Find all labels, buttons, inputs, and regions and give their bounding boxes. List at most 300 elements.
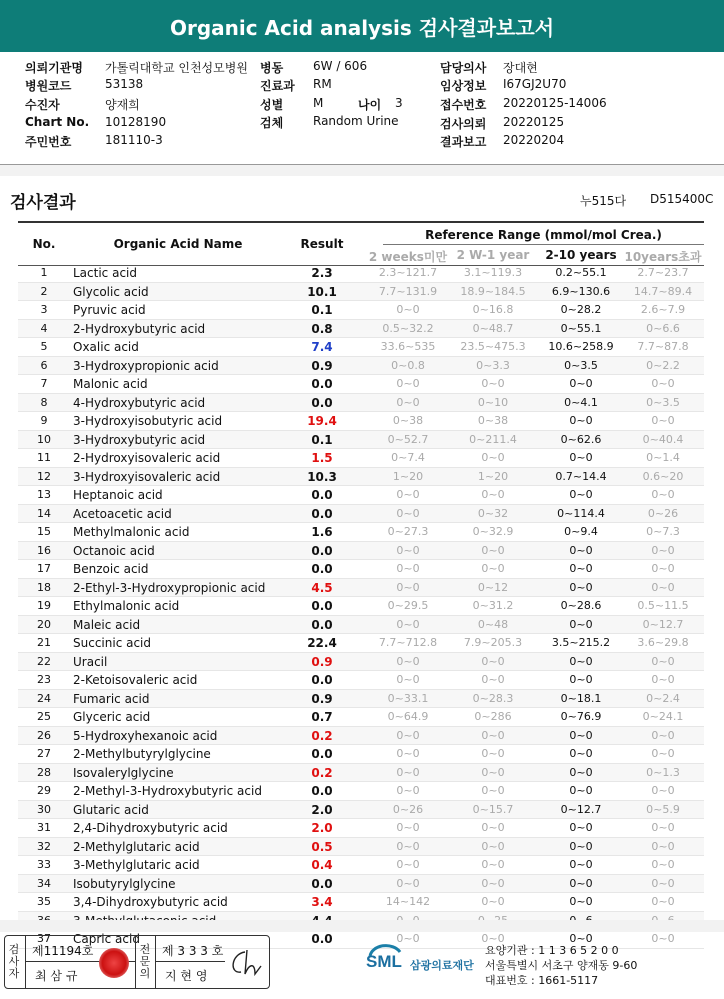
range-under-2-weeks: 2.3~121.7 (378, 266, 438, 279)
table-row (18, 801, 704, 820)
range-over-10-years: 0~1.4 (646, 451, 680, 464)
range-2-10-years: 0~3.5 (564, 358, 598, 372)
range-over-10-years: 0~0 (651, 895, 675, 908)
acid-name: Glutaric acid (73, 802, 149, 817)
range-2w-1-year: 0~48.7 (472, 321, 514, 335)
range-2-10-years: 0~0 (569, 765, 593, 779)
range-2-10-years: 0~0 (569, 617, 593, 631)
table-header (18, 221, 704, 266)
table-row (18, 375, 704, 394)
resident-value: 181110-3 (105, 133, 163, 147)
range-2w-1-year: 0~0 (481, 784, 505, 797)
header-result: Result (300, 237, 344, 251)
range-2-10-years: 0~4.1 (564, 395, 598, 409)
range-under-2-weeks: 0~0 (396, 876, 420, 890)
range-2-10-years: 0~62.6 (560, 432, 602, 446)
range-2-10-years: 0~28.2 (560, 303, 602, 316)
range-2w-1-year: 0~10 (477, 395, 509, 409)
range-over-10-years: 0~0 (651, 839, 675, 853)
range-2-10-years: 0~28.6 (560, 599, 602, 612)
row-number: 2 (40, 284, 48, 298)
range-under-2-weeks: 0~0 (396, 765, 420, 779)
range-2w-1-year: 3.1~119.3 (463, 266, 523, 279)
table-row (18, 301, 704, 320)
range-2-10-years: 0~0 (569, 488, 593, 501)
result-value: 10.1 (307, 284, 337, 299)
range-2w-1-year: 0~0 (481, 451, 505, 464)
result-value: 0.0 (311, 506, 333, 521)
range-2-10-years: 0~0 (569, 876, 593, 890)
range-2-10-years: 0~0 (569, 580, 593, 594)
range-2w-1-year: 0~0 (481, 728, 505, 742)
row-number: 24 (37, 691, 51, 705)
acid-name: 2-Hydroxyisovaleric acid (73, 451, 221, 465)
range-2-10-years: 0~114.4 (557, 506, 605, 520)
handwritten-signature-icon (225, 946, 265, 980)
range-header-1: 2 weeks미만 (368, 250, 448, 264)
range-under-2-weeks: 0~0 (396, 562, 420, 575)
row-number: 7 (40, 377, 48, 390)
range-2w-1-year: 0~28.3 (472, 691, 514, 705)
sex-value: M (313, 96, 324, 110)
table-row (18, 727, 704, 746)
table-row (18, 764, 704, 783)
range-2-10-years: 0~9.4 (564, 525, 598, 538)
result-value: 0.5 (311, 839, 333, 854)
row-number: 32 (37, 839, 51, 853)
range-over-10-years: 14.7~89.4 (633, 284, 693, 298)
range-2w-1-year: 0~12 (477, 580, 509, 594)
table-row (18, 616, 704, 635)
row-number: 8 (40, 395, 48, 409)
range-under-2-weeks: 7.7~712.8 (378, 636, 438, 649)
range-over-10-years: 0~0 (651, 673, 675, 686)
range-over-10-years: 0~1.3 (646, 765, 680, 779)
acid-name: Capric acid (73, 932, 140, 946)
range-2-10-years: 0~0 (569, 673, 593, 686)
range-2-10-years: 0~0 (569, 821, 593, 834)
range-under-2-weeks: 0~27.3 (387, 525, 429, 538)
table-row (18, 708, 704, 727)
range-2w-1-year: 0~0 (481, 377, 505, 390)
range-under-2-weeks: 0~38 (392, 414, 424, 427)
range-over-10-years: 0~26 (647, 506, 679, 520)
row-number: 4 (40, 321, 48, 335)
header-no: No. (32, 237, 56, 251)
report-date-value: 20220204 (503, 133, 565, 147)
range-over-10-years: 0~0 (651, 932, 675, 945)
range-2w-1-year: 0~286 (474, 710, 512, 723)
result-value: 0.7 (311, 710, 333, 724)
acid-name: Methylmalonic acid (73, 525, 190, 539)
specimen-label: 검체 (260, 116, 284, 130)
range-2-10-years: 0~0 (569, 747, 593, 760)
range-under-2-weeks: 0~0 (396, 839, 420, 853)
range-2-10-years: 0.2~55.1 (555, 266, 607, 279)
range-2w-1-year: 0~0 (481, 858, 505, 871)
divider (135, 936, 136, 988)
result-value: 0.2 (311, 765, 333, 780)
row-number: 14 (37, 506, 51, 520)
acid-name: Isovalerylglycine (73, 765, 174, 780)
section-title: 검사결과 (10, 193, 76, 213)
result-value: 2.0 (311, 802, 333, 817)
collector-value: 양재희 (105, 98, 140, 112)
table-row (18, 782, 704, 801)
range-2-10-years: 3.5~215.2 (551, 636, 611, 649)
range-over-10-years: 0~0 (651, 377, 675, 390)
acid-name: 2,4-Dihydroxybutyric acid (73, 821, 228, 835)
range-under-2-weeks: 0~0 (396, 488, 420, 501)
range-2-10-years: 0~0 (569, 784, 593, 797)
result-value: 0.9 (311, 691, 333, 706)
range-over-10-years: 0~5.9 (646, 802, 680, 816)
range-2w-1-year: 0~0 (481, 654, 505, 668)
acid-name: Malonic acid (73, 377, 148, 391)
acid-name: 3-Hydroxybutyric acid (73, 432, 206, 447)
table-row (18, 468, 704, 487)
range-under-2-weeks: 0~7.4 (391, 451, 425, 464)
range-2-10-years: 0.7~14.4 (555, 469, 607, 483)
acid-name: Lactic acid (73, 266, 137, 280)
range-2w-1-year: 0~0 (481, 932, 505, 945)
range-2-10-years: 0~0 (569, 654, 593, 668)
range-under-2-weeks: 0~0 (396, 821, 420, 834)
range-under-2-weeks: 33.6~535 (380, 340, 436, 353)
divider (155, 961, 225, 962)
result-value: 0.0 (311, 395, 333, 410)
report-title: Organic Acid analysis 검사결과보고서 (169, 15, 555, 40)
range-under-2-weeks: 0~0 (396, 728, 420, 742)
report-title-banner (0, 0, 724, 52)
specialist-label-3: 의 (139, 967, 151, 980)
examiner-label-1: 검 (8, 943, 20, 956)
range-2-10-years: 0~0 (569, 895, 593, 908)
range-under-2-weeks: 0~0 (396, 784, 420, 797)
result-value: 0.0 (311, 377, 333, 391)
acid-name: Uracil (73, 654, 108, 669)
range-under-2-weeks: 0~64.9 (387, 710, 429, 723)
range-2w-1-year: 0~31.2 (472, 599, 514, 612)
receipt-value: 20220125-14006 (503, 96, 607, 110)
sml-logo-text: SML (366, 952, 402, 971)
acid-name: 5-Hydroxyhexanoic acid (73, 728, 218, 743)
range-2-10-years: 0~0 (569, 414, 593, 427)
result-value: 10.3 (307, 469, 337, 484)
row-number: 10 (37, 432, 51, 446)
acid-name: 3-Hydroxyisovaleric acid (73, 469, 221, 484)
row-number: 34 (37, 876, 51, 890)
dept-label: 진료과 (260, 79, 295, 93)
table-row (18, 838, 704, 857)
result-value: 19.4 (307, 414, 337, 428)
table-row (18, 523, 704, 542)
table-row (18, 283, 704, 302)
range-over-10-years: 0~0 (651, 580, 675, 594)
table-row (18, 690, 704, 709)
acid-name: 2-Methylbutyrylglycine (73, 747, 211, 761)
row-number: 12 (37, 469, 51, 483)
acid-name: Ethylmalonic acid (73, 599, 180, 613)
result-value: 0.0 (311, 747, 333, 761)
range-over-10-years: 2.7~23.7 (637, 266, 689, 279)
row-number: 3 (40, 303, 48, 316)
acid-name: 2-Methylglutaric acid (73, 839, 200, 854)
range-2w-1-year: 0~0 (481, 562, 505, 575)
ward-value: 6W / 606 (313, 59, 368, 73)
range-under-2-weeks: 0~52.7 (387, 432, 429, 446)
specialist-label-1: 전 (139, 943, 151, 956)
result-value: 22.4 (307, 636, 337, 650)
results-table (18, 264, 704, 949)
acid-name: Glyceric acid (73, 710, 151, 724)
range-over-10-years: 0~0 (651, 876, 675, 890)
table-row (18, 597, 704, 616)
request-value: 20220125 (503, 115, 565, 129)
range-2-10-years: 0~0 (569, 858, 593, 871)
clinical-value: I67GJ2U70 (503, 77, 567, 91)
age-label: 나이 (358, 98, 382, 112)
table-row (18, 412, 704, 431)
result-value: 0.1 (311, 432, 333, 447)
range-under-2-weeks: 14~142 (385, 895, 431, 908)
examiner-label-2: 사 (8, 955, 20, 968)
range-2-10-years: 0~55.1 (560, 321, 602, 335)
acid-name: Acetoacetic acid (73, 506, 172, 521)
range-under-2-weeks: 0~33.1 (387, 691, 429, 705)
sex-label: 성별 (260, 98, 284, 112)
range-2w-1-year: 0~0 (481, 488, 505, 501)
acid-name: 2-Hydroxybutyric acid (73, 321, 206, 336)
institution-number: 요양기관 : 1 1 3 6 5 2 0 0 (485, 944, 619, 957)
range-2-10-years: 0~0 (569, 728, 593, 742)
foundation-name: 삼광의료재단 (410, 959, 474, 972)
result-value: 0.0 (311, 784, 333, 798)
row-number: 37 (37, 932, 51, 945)
result-value: 0.2 (311, 728, 333, 743)
range-2w-1-year: 0~211.4 (469, 432, 517, 446)
range-over-10-years: 0~6.6 (646, 321, 680, 335)
signature-box (4, 935, 270, 989)
result-value: 2.0 (311, 821, 333, 835)
range-over-10-years: 0~7.3 (646, 525, 680, 538)
range-2w-1-year: 0~0 (481, 543, 505, 557)
range-over-10-years: 0~2.2 (646, 358, 680, 372)
acid-name: 3-Methylglutaric acid (73, 858, 200, 872)
row-number: 31 (37, 821, 51, 834)
range-under-2-weeks: 0~0 (396, 395, 420, 409)
specialist-id: 제 3 3 3 호 (162, 944, 224, 958)
result-value: 2.3 (311, 266, 333, 280)
range-under-2-weeks: 1~20 (392, 469, 424, 483)
range-under-2-weeks: 0~0 (396, 932, 420, 945)
acid-name: 2-Methyl-3-Hydroxybutyric acid (73, 784, 262, 798)
doctor-label: 담당의사 (440, 61, 487, 75)
result-value: 4.5 (311, 580, 333, 595)
result-value: 3.4 (311, 895, 333, 909)
range-2w-1-year: 0~32 (477, 506, 509, 520)
result-value: 0.9 (311, 358, 333, 373)
range-over-10-years: 0~0 (651, 728, 675, 742)
range-2w-1-year: 0~16.8 (472, 303, 514, 316)
acid-name: 3-Hydroxypropionic acid (73, 358, 219, 373)
row-number: 28 (37, 765, 51, 779)
acid-name: Glycolic acid (73, 284, 149, 299)
range-2w-1-year: 23.5~475.3 (460, 340, 526, 353)
table-row (18, 357, 704, 376)
acid-name: 3,4-Dihydroxybutyric acid (73, 895, 228, 909)
range-2-10-years: 0~0 (569, 377, 593, 390)
row-number: 20 (37, 617, 51, 631)
hospital-label: 의뢰기관명 (25, 61, 83, 75)
acid-name: Pyruvic acid (73, 303, 146, 317)
reference-divider (383, 244, 704, 245)
specialist-label-2: 문 (139, 955, 151, 968)
result-value: 0.8 (311, 321, 333, 336)
acid-name: Succinic acid (73, 636, 152, 650)
resident-label: 주민번호 (25, 135, 72, 149)
range-over-10-years: 0~0 (651, 543, 675, 557)
range-2w-1-year: 0~0 (481, 876, 505, 890)
row-number: 23 (37, 673, 51, 686)
address: 서울특별시 서초구 양재동 9-60 (485, 959, 638, 972)
examiner-id: 제11194호 (32, 944, 94, 958)
range-over-10-years: 0~2.4 (646, 691, 680, 705)
range-2w-1-year: 0~0 (481, 673, 505, 686)
range-2w-1-year: 0~0 (481, 839, 505, 853)
table-row (18, 338, 704, 357)
result-value: 0.9 (311, 654, 333, 669)
table-row (18, 671, 704, 690)
specimen-value: Random Urine (313, 114, 399, 128)
section-test-code: D515400C (650, 192, 714, 206)
row-number: 35 (37, 895, 51, 908)
range-over-10-years: 0~0 (651, 414, 675, 427)
range-under-2-weeks: 0~0 (396, 580, 420, 594)
range-over-10-years: 0~0 (651, 488, 675, 501)
range-2w-1-year: 0~32.9 (472, 525, 514, 538)
range-under-2-weeks: 0~0 (396, 506, 420, 520)
acid-name: Isobutyrylglycine (73, 876, 176, 891)
range-over-10-years: 0~0 (651, 821, 675, 834)
range-under-2-weeks: 0~0 (396, 617, 420, 631)
row-number: 17 (37, 562, 51, 575)
row-number: 5 (40, 340, 48, 353)
range-2w-1-year: 0~0 (481, 895, 505, 908)
table-row (18, 320, 704, 339)
hospital-value: 가톨릭대학교 인천성모병원 (105, 61, 248, 75)
range-2w-1-year: 18.9~184.5 (460, 284, 526, 298)
row-number: 30 (37, 802, 51, 816)
range-under-2-weeks: 0~0 (396, 858, 420, 871)
range-2-10-years: 10.6~258.9 (548, 340, 614, 353)
result-value: 0.0 (311, 562, 333, 576)
row-number: 1 (40, 266, 48, 279)
result-value: 0.0 (311, 876, 333, 891)
row-number: 27 (37, 747, 51, 760)
table-row (18, 394, 704, 413)
range-over-10-years: 0~0 (651, 562, 675, 575)
row-number: 15 (37, 525, 51, 538)
range-over-10-years: 3.6~29.8 (637, 636, 689, 649)
range-over-10-years: 2.6~7.9 (640, 303, 686, 316)
result-value: 0.0 (311, 932, 333, 946)
range-2w-1-year: 0~15.7 (472, 802, 514, 816)
table-row (18, 893, 704, 912)
table-row (18, 264, 704, 283)
table-row (18, 542, 704, 561)
range-2-10-years: 0~12.7 (560, 802, 602, 816)
row-number: 18 (37, 580, 51, 594)
row-number: 19 (37, 599, 51, 612)
table-row (18, 560, 704, 579)
range-under-2-weeks: 0~0.8 (391, 358, 425, 372)
acid-name: Fumaric acid (73, 691, 150, 706)
result-value: 0.0 (311, 543, 333, 558)
examiner-label-3: 자 (8, 967, 20, 980)
row-number: 16 (37, 543, 51, 557)
range-under-2-weeks: 0~0 (396, 673, 420, 686)
collector-label: 수진자 (25, 98, 60, 112)
range-2w-1-year: 7.9~205.3 (463, 636, 523, 649)
code-label: 병원코드 (25, 79, 72, 93)
row-number: 13 (37, 488, 51, 501)
result-value: 0.0 (311, 599, 333, 613)
row-number: 21 (37, 636, 51, 649)
age-value: 3 (395, 96, 403, 110)
header-reference: Reference Range (mmol/mol Crea.) (425, 228, 662, 242)
range-under-2-weeks: 7.7~131.9 (378, 284, 438, 298)
range-under-2-weeks: 0~0 (396, 654, 420, 668)
clinical-label: 임상정보 (440, 79, 487, 93)
divider (155, 936, 156, 988)
range-over-10-years: 0~0 (651, 784, 675, 797)
acid-name: Octanoic acid (73, 543, 155, 558)
range-2w-1-year: 0~48 (477, 617, 509, 631)
row-number: 11 (37, 451, 51, 464)
range-2w-1-year: 0~0 (481, 765, 505, 779)
range-2-10-years: 6.9~130.6 (551, 284, 611, 298)
table-row (18, 653, 704, 672)
table-row (18, 505, 704, 524)
result-value: 0.4 (311, 858, 333, 872)
result-value: 0.0 (311, 673, 333, 687)
result-value: 1.6 (311, 525, 333, 539)
receipt-label: 접수번호 (440, 98, 487, 112)
table-row (18, 634, 704, 653)
row-number: 26 (37, 728, 51, 742)
range-under-2-weeks: 0~29.5 (387, 599, 429, 612)
result-value: 0.0 (311, 488, 333, 502)
acid-name: Maleic acid (73, 617, 141, 632)
range-2w-1-year: 0~3.3 (476, 358, 510, 372)
divider (25, 936, 26, 988)
range-over-10-years: 0.6~20 (642, 469, 684, 483)
row-number: 33 (37, 858, 51, 871)
range-over-10-years: 0~24.1 (642, 710, 684, 723)
doctor-value: 장대현 (503, 61, 538, 75)
range-under-2-weeks: 0.5~32.2 (382, 321, 434, 335)
range-under-2-weeks: 0~0 (396, 377, 420, 390)
range-header-3: 2-10 years (545, 248, 617, 262)
range-2-10-years: 0~0 (569, 839, 593, 853)
range-2-10-years: 0~0 (569, 543, 593, 557)
request-label: 검사의뢰 (440, 117, 487, 131)
result-value: 1.5 (311, 451, 333, 465)
row-number: 29 (37, 784, 51, 797)
result-value: 0.1 (311, 303, 333, 317)
range-over-10-years: 0~0 (651, 858, 675, 871)
